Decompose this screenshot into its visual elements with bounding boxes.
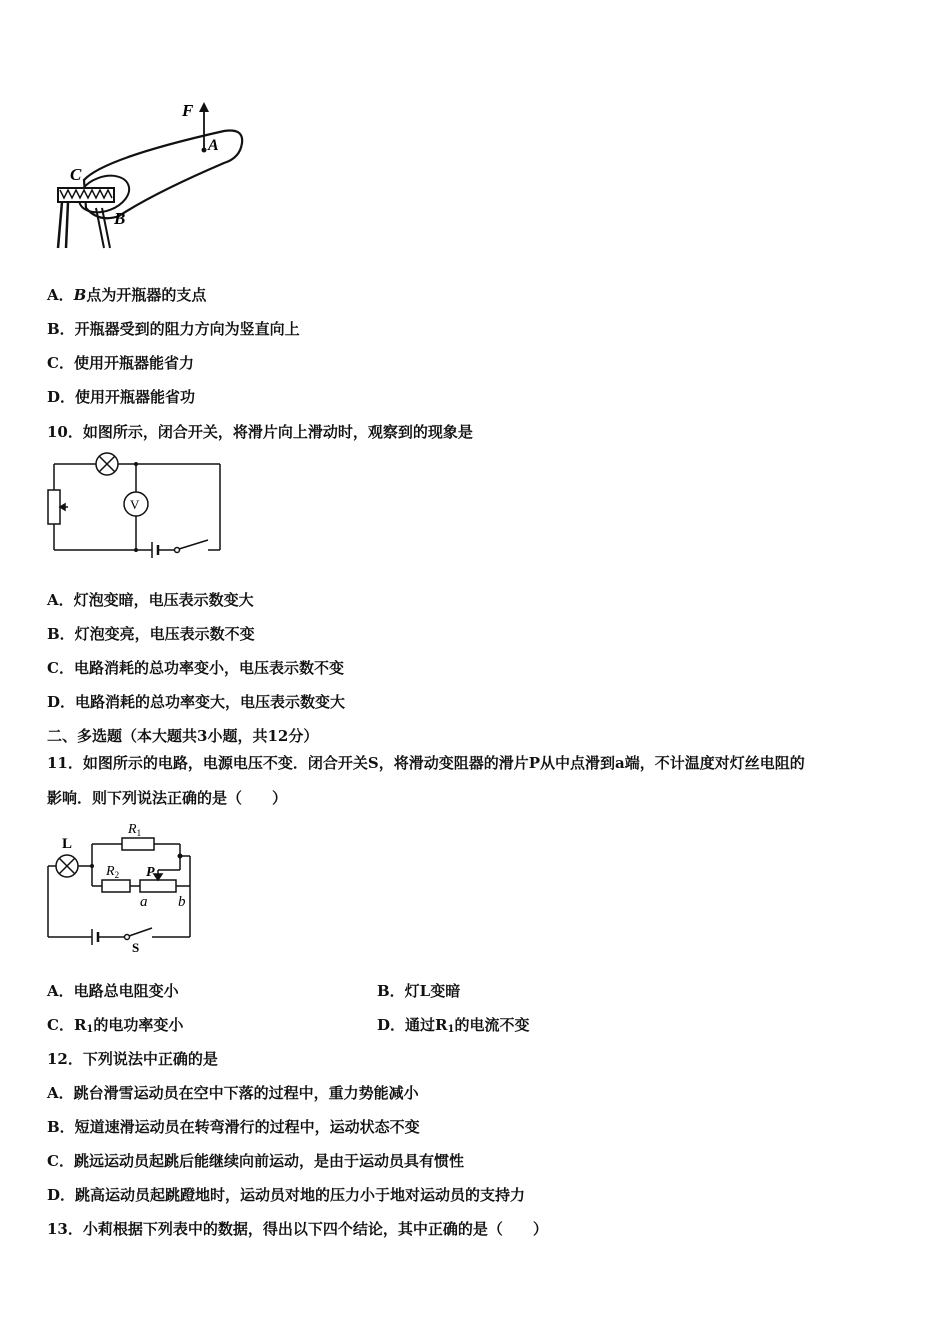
q10-circuit-figure [44,452,229,562]
label-R1-sub: 1 [136,828,142,838]
q11-stem-line2: 影响．则下列说法正确的是（ ） [47,789,288,807]
q9-option-a-text: 点为开瓶器的支点 [86,286,207,304]
label-R1 [127,822,141,838]
q12-stem: 12．下列说法中正确的是 [47,1050,218,1068]
q12-option-a: A．跳台滑雪运动员在空中下落的过程中，重力势能减小 [47,1084,419,1102]
q10-option-d: D．电路消耗的总功率变大，电压表示数变大 [47,693,346,711]
q11-option-a: A．电路总电阻变小 [47,982,179,1000]
q11-option-b: B．灯L变暗 [377,982,461,1000]
label-R2 [105,864,119,880]
label-S: S [132,940,140,955]
q9-option-d: D．使用开瓶器能省功 [47,388,196,406]
q12-option-b: B．短道速滑运动员在转弯滑行的过程中，运动状态不变 [47,1118,420,1136]
label-P: P [146,865,155,880]
q11-option-d [377,1015,529,1040]
q11-circuit-figure [40,820,205,955]
q9-option-b: B．开瓶器受到的阻力方向为竖直向上 [47,320,300,338]
label-a: a [140,894,148,910]
q11-option-d-text: 的电流不变 [454,1016,530,1034]
q10-option-a: A．灯泡变暗，电压表示数变大 [47,591,254,609]
label-L: L [62,836,73,852]
q10-option-b: B．灯泡变亮，电压表示数不变 [47,625,255,643]
label-R2-main: R [106,864,115,879]
q12-option-c: C．跳远运动员起跳后能继续向前运动，是由于运动员具有惯性 [47,1152,464,1170]
q9-option-a-prefix: A． [47,286,74,304]
q11-stem-line1: 11．如图所示的电路，电源电压不变．闭合开关S，将滑动变阻器的滑片P从中点滑到a端，不计温度对灯丝电阻的 [47,754,805,772]
q12-option-d: D．跳高运动员起跳蹬地时，运动员对地的压力小于地对运动员的支持力 [47,1186,526,1204]
label-R1-main: R [128,822,137,837]
q11-option-d-prefix: D．通过R [377,1016,448,1034]
label-F: F [182,101,194,120]
q10-stem: 10．如图所示，闭合开关，将滑片向上滑动时，观察到的现象是 [47,423,473,441]
bottle-opener-figure [44,98,254,258]
label-B: B [114,209,126,228]
label-C: C [70,165,82,184]
label-R2-sub: 2 [114,870,120,880]
voltmeter-label: V [130,497,140,512]
q11-option-d-sub: 1 [447,1024,455,1035]
q11-option-c-text: 的电功率变小 [93,1016,184,1034]
label-A: A [208,137,219,154]
q13-stem: 13．小莉根据下列表中的数据，得出以下四个结论，其中正确的是（ ） [47,1220,548,1238]
section-2-title: 二、多选题（本大题共3小题，共12分） [47,727,319,745]
q11-option-c-sub: 1 [86,1024,94,1035]
q9-option-c: C．使用开瓶器能省力 [47,354,194,372]
label-b: b [178,894,186,910]
q9-option-a [47,285,206,305]
q9-option-a-italic: B [73,286,87,304]
q11-option-c-prefix: C．R [47,1016,87,1034]
q11-option-c [47,1015,183,1040]
q10-option-c: C．电路消耗的总功率变小，电压表示数不变 [47,659,344,677]
